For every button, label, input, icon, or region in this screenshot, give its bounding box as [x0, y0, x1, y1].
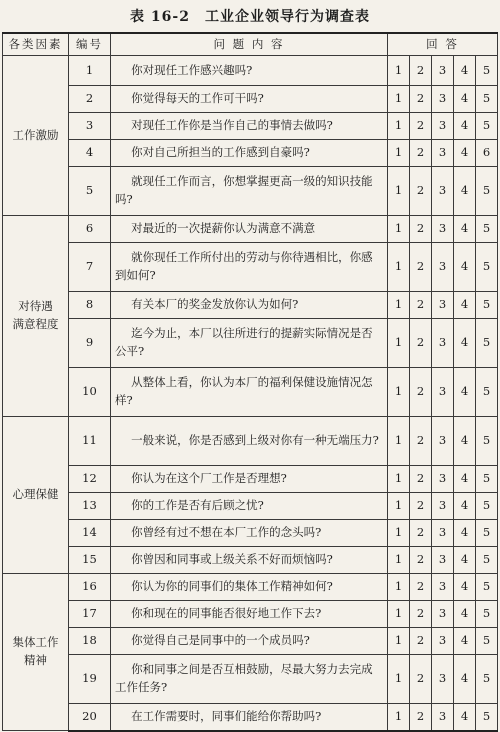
- score-option[interactable]: 5: [476, 216, 498, 243]
- category-cell: [3, 56, 69, 216]
- score-option[interactable]: 2: [410, 655, 432, 704]
- score-option[interactable]: 5: [476, 574, 498, 601]
- question-text: 从整体上看，你认为本厂的福利保健设施情况怎样?: [111, 368, 388, 417]
- table-title: 表 16-2 工业企业领导行为调查表: [130, 9, 370, 25]
- score-option[interactable]: 1: [388, 216, 410, 243]
- score-option[interactable]: 4: [454, 628, 476, 655]
- score-option[interactable]: 5: [476, 113, 498, 140]
- score-option[interactable]: 2: [410, 704, 432, 731]
- table-row: [3, 292, 498, 319]
- question-text: 迄今为止，本厂以往所进行的提薪实际情况是否公平?: [111, 319, 388, 368]
- score-option[interactable]: 2: [410, 140, 432, 167]
- survey-table: [2, 32, 498, 732]
- table-row: [3, 574, 498, 601]
- score-option[interactable]: 4: [454, 466, 476, 493]
- table-row: [3, 167, 498, 216]
- row-number: 12: [69, 466, 111, 493]
- table-row: [3, 368, 498, 417]
- score-option[interactable]: 1: [388, 368, 410, 417]
- question-text: 你觉得每天的工作可干吗?: [111, 86, 388, 113]
- category-cell: [3, 216, 69, 417]
- score-option[interactable]: 3: [432, 86, 454, 113]
- row-number: 19: [69, 655, 111, 704]
- question-text: 你对自己所担当的工作感到自豪吗?: [111, 140, 388, 167]
- score-option[interactable]: 2: [410, 417, 432, 466]
- score-option[interactable]: 2: [410, 547, 432, 574]
- score-option[interactable]: 2: [410, 167, 432, 216]
- table-row: [3, 547, 498, 574]
- score-option[interactable]: 3: [432, 628, 454, 655]
- table-row: [3, 216, 498, 243]
- question-text: 就你现任工作所付出的劳动与你待遇相比，你感到如何?: [111, 243, 388, 292]
- question-text: 你曾因和同事或上级关系不好而烦恼吗?: [111, 547, 388, 574]
- category-label: 集体工作: [12, 635, 59, 650]
- score-option[interactable]: 4: [454, 292, 476, 319]
- table-row: [3, 56, 498, 86]
- table-row: [3, 113, 498, 140]
- table-row: [3, 655, 498, 704]
- score-option[interactable]: 3: [432, 140, 454, 167]
- table-row: [3, 466, 498, 493]
- row-number: 14: [69, 520, 111, 547]
- row-number: 8: [69, 292, 111, 319]
- score-option[interactable]: 1: [388, 601, 410, 628]
- score-option[interactable]: 2: [410, 628, 432, 655]
- score-option[interactable]: 1: [388, 520, 410, 547]
- score-option[interactable]: 4: [454, 167, 476, 216]
- table-row: [3, 601, 498, 628]
- score-option[interactable]: 5: [476, 86, 498, 113]
- score-option[interactable]: 3: [432, 292, 454, 319]
- row-number: 10: [69, 368, 111, 417]
- score-option[interactable]: 3: [432, 56, 454, 86]
- row-number: 5: [69, 167, 111, 216]
- question-text: 有关本厂的奖金发放你认为如何?: [111, 292, 388, 319]
- question-text: 就现任工作而言，你想掌握更高一级的知识技能吗?: [111, 167, 388, 216]
- score-option[interactable]: 5: [476, 167, 498, 216]
- question-text: 你曾经有过不想在本厂工作的念头吗?: [111, 520, 388, 547]
- score-option[interactable]: 1: [388, 655, 410, 704]
- score-option[interactable]: 4: [454, 704, 476, 731]
- score-option[interactable]: 3: [432, 520, 454, 547]
- question-text: 在工作需要时，同事们能给你帮助吗?: [111, 704, 388, 731]
- score-option[interactable]: 1: [388, 704, 410, 731]
- category-label: 对待遇: [18, 299, 53, 314]
- score-option[interactable]: 5: [476, 466, 498, 493]
- header-number: 编号: [69, 33, 111, 56]
- header-row: [3, 33, 498, 56]
- row-number: 3: [69, 113, 111, 140]
- score-option[interactable]: 3: [432, 655, 454, 704]
- category-cell: [3, 417, 69, 574]
- row-number: 15: [69, 547, 111, 574]
- question-text: 你和现在的同事能否很好地工作下去?: [111, 601, 388, 628]
- score-option[interactable]: 4: [454, 368, 476, 417]
- category-label: 满意程度: [12, 317, 59, 331]
- score-option[interactable]: 1: [388, 167, 410, 216]
- score-option[interactable]: 3: [432, 547, 454, 574]
- score-option[interactable]: 1: [388, 466, 410, 493]
- row-number: 6: [69, 216, 111, 243]
- score-option[interactable]: 2: [410, 292, 432, 319]
- score-option[interactable]: 3: [432, 704, 454, 731]
- score-option[interactable]: 3: [432, 368, 454, 417]
- table-row: [3, 493, 498, 520]
- score-option[interactable]: 2: [410, 319, 432, 368]
- score-option[interactable]: 3: [432, 216, 454, 243]
- score-option[interactable]: 5: [476, 628, 498, 655]
- header-category: 各类因素: [3, 33, 69, 56]
- table-row: [3, 704, 498, 731]
- score-option[interactable]: 5: [476, 292, 498, 319]
- score-option[interactable]: 2: [410, 113, 432, 140]
- score-option[interactable]: 1: [388, 493, 410, 520]
- score-option[interactable]: 5: [476, 319, 498, 368]
- header-question: 问 题 内 容: [111, 33, 388, 56]
- score-option[interactable]: 5: [476, 655, 498, 704]
- table-row: [3, 417, 498, 466]
- question-text: 你和同事之间是否互相鼓励，尽最大努力去完成工作任务?: [111, 655, 388, 704]
- score-option[interactable]: 1: [388, 56, 410, 86]
- score-option[interactable]: 4: [454, 493, 476, 520]
- question-text: 一般来说，你是否感到上级对你有一种无端压力?: [111, 417, 388, 466]
- row-number: 9: [69, 319, 111, 368]
- table-row: [3, 86, 498, 113]
- score-option[interactable]: 5: [476, 493, 498, 520]
- score-option[interactable]: 2: [410, 86, 432, 113]
- table-row: [3, 140, 498, 167]
- score-option[interactable]: 1: [388, 86, 410, 113]
- score-option[interactable]: 5: [476, 417, 498, 466]
- score-option[interactable]: 1: [388, 547, 410, 574]
- score-option[interactable]: 4: [454, 520, 476, 547]
- score-option[interactable]: 3: [432, 243, 454, 292]
- score-option[interactable]: 1: [388, 140, 410, 167]
- score-option[interactable]: 1: [388, 417, 410, 466]
- header-answer: 回 答: [388, 33, 498, 56]
- row-number: 11: [69, 417, 111, 466]
- row-number: 1: [69, 56, 111, 86]
- score-option[interactable]: 4: [454, 86, 476, 113]
- category-label: 精神: [24, 653, 47, 667]
- question-text: 你的工作是否有后顾之忧?: [111, 493, 388, 520]
- score-option[interactable]: 3: [432, 574, 454, 601]
- score-option[interactable]: 4: [454, 216, 476, 243]
- category-label: 工作激励: [12, 127, 59, 142]
- score-option[interactable]: 5: [476, 520, 498, 547]
- category-label: 心理保健: [12, 487, 59, 502]
- question-text: 你认为在这个厂工作是否理想?: [111, 466, 388, 493]
- score-option[interactable]: 2: [410, 574, 432, 601]
- question-text: 对现任工作你是当作自己的事情去做吗?: [111, 113, 388, 140]
- question-text: 你觉得自己是同事中的一个成员吗?: [111, 628, 388, 655]
- score-option[interactable]: 2: [410, 368, 432, 417]
- question-text: 你对现任工作感兴趣吗?: [111, 56, 388, 86]
- score-option[interactable]: 3: [432, 113, 454, 140]
- row-number: 17: [69, 601, 111, 628]
- row-number: 16: [69, 574, 111, 601]
- question-text: 对最近的一次提薪你认为满意不满意: [111, 216, 388, 243]
- score-option[interactable]: 2: [410, 493, 432, 520]
- score-option[interactable]: 4: [454, 655, 476, 704]
- score-option[interactable]: 6: [476, 140, 498, 167]
- score-option[interactable]: 2: [410, 216, 432, 243]
- score-option[interactable]: 4: [454, 113, 476, 140]
- score-option[interactable]: 1: [388, 292, 410, 319]
- score-option[interactable]: 5: [476, 56, 498, 86]
- score-option[interactable]: 4: [454, 547, 476, 574]
- table-row: [3, 520, 498, 547]
- row-number: 20: [69, 704, 111, 731]
- score-option[interactable]: 2: [410, 56, 432, 86]
- score-option[interactable]: 2: [410, 243, 432, 292]
- row-number: 4: [69, 140, 111, 167]
- score-option[interactable]: 4: [454, 319, 476, 368]
- table-row: [3, 628, 498, 655]
- score-option[interactable]: 3: [432, 417, 454, 466]
- score-option[interactable]: 4: [454, 56, 476, 86]
- question-text: 你认为你的同事们的集体工作精神如何?: [111, 574, 388, 601]
- score-option[interactable]: 5: [476, 243, 498, 292]
- row-number: 13: [69, 493, 111, 520]
- score-option[interactable]: 4: [454, 140, 476, 167]
- score-option[interactable]: 1: [388, 243, 410, 292]
- table-row: [3, 243, 498, 292]
- score-option[interactable]: 2: [410, 601, 432, 628]
- table-row: [3, 319, 498, 368]
- score-option[interactable]: 1: [388, 113, 410, 140]
- score-option[interactable]: 4: [454, 243, 476, 292]
- score-option[interactable]: 4: [454, 417, 476, 466]
- row-number: 7: [69, 243, 111, 292]
- row-number: 18: [69, 628, 111, 655]
- category-cell: [3, 574, 69, 731]
- score-option[interactable]: 3: [432, 493, 454, 520]
- score-option[interactable]: 5: [476, 704, 498, 731]
- score-option[interactable]: 3: [432, 319, 454, 368]
- score-option[interactable]: 5: [476, 601, 498, 628]
- score-option[interactable]: 3: [432, 466, 454, 493]
- score-option[interactable]: 1: [388, 319, 410, 368]
- score-option[interactable]: 2: [410, 520, 432, 547]
- score-option[interactable]: 3: [432, 601, 454, 628]
- score-option[interactable]: 3: [432, 167, 454, 216]
- score-option[interactable]: 1: [388, 628, 410, 655]
- score-option[interactable]: 5: [476, 547, 498, 574]
- score-option[interactable]: 4: [454, 574, 476, 601]
- score-option[interactable]: 1: [388, 574, 410, 601]
- row-number: 2: [69, 86, 111, 113]
- score-option[interactable]: 5: [476, 368, 498, 417]
- score-option[interactable]: 2: [410, 466, 432, 493]
- score-option[interactable]: 4: [454, 601, 476, 628]
